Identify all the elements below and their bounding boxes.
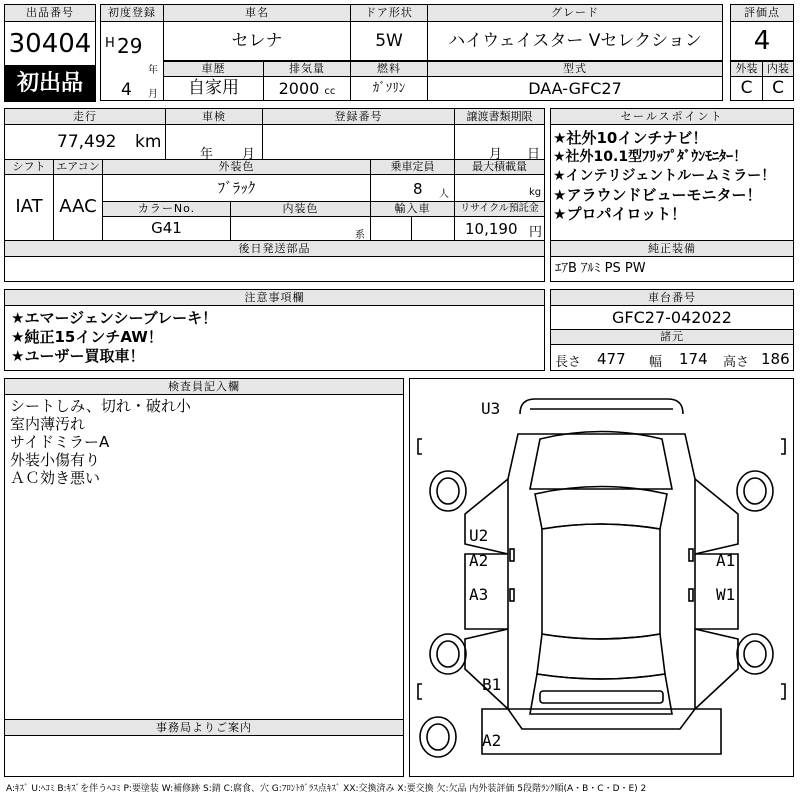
wheel-front-right xyxy=(737,471,773,511)
ac: AAC xyxy=(59,196,97,217)
inspector-line-2: 室内薄汚れ xyxy=(10,415,86,433)
later-parts-box xyxy=(4,256,545,282)
ac-box xyxy=(53,174,103,241)
mileage-unit: km xyxy=(135,132,162,152)
caution-1: ★エマージェンシーブレーキ！ xyxy=(11,309,218,327)
car-name: セレナ xyxy=(163,21,351,61)
mileage-box xyxy=(4,124,166,160)
displacement-label: 排気量 xyxy=(263,61,351,77)
exterior-grade: C xyxy=(730,76,763,101)
trunk xyxy=(530,674,672,714)
damage-mark-a2-left: A2 xyxy=(469,551,489,570)
equipment: ｴｱB ｱﾙﾐ PS PW xyxy=(555,261,646,276)
import-divider xyxy=(411,217,412,241)
color-box xyxy=(102,174,371,202)
reg-year: 29 xyxy=(117,34,143,58)
spare-wheel xyxy=(420,717,456,757)
first-listing-text: 初出品 xyxy=(16,71,83,96)
color-no: G41 xyxy=(151,219,182,237)
displacement-box xyxy=(263,76,351,101)
office-label: 事務局よりご案内 xyxy=(4,719,404,736)
import-box xyxy=(370,216,455,241)
model: DAA-GFC27 xyxy=(427,76,723,101)
specs-box xyxy=(550,344,794,371)
displacement-unit: cc xyxy=(324,86,336,97)
fuel-label: 燃料 xyxy=(350,61,428,77)
transfer-box xyxy=(454,124,545,160)
year-unit: 年 xyxy=(148,65,158,76)
displacement: 2000 xyxy=(278,79,320,98)
specs-label: 諸元 xyxy=(550,329,794,345)
wheel-rear-left xyxy=(430,634,466,674)
transfer-month-unit: 月 xyxy=(489,147,503,160)
mileage: 77,492 xyxy=(57,132,117,152)
caution-3: ★ユーザー買取車！ xyxy=(11,347,145,365)
inspector-box xyxy=(4,394,404,720)
score-box xyxy=(730,21,794,61)
inspector-line-1: シートしみ、切れ・破れ小 xyxy=(10,397,191,415)
capacity: 8 xyxy=(413,180,423,198)
caution-2: ★純正15インチAW！ xyxy=(11,328,163,346)
damage-mark-w1: W1 xyxy=(716,585,736,604)
left-side-rear xyxy=(465,629,508,709)
capacity-label: 乗車定員 xyxy=(370,159,455,175)
door-label: ドア形状 xyxy=(350,4,428,22)
interior-color-box xyxy=(230,216,371,241)
ac-label: エアコン xyxy=(53,159,103,175)
wheel-front-left xyxy=(430,471,466,511)
damage-mark-u3: U3 xyxy=(481,399,501,418)
damage-mark-a2-bottom: A2 xyxy=(482,731,502,750)
windshield xyxy=(535,487,667,530)
sales-point-1: ★社外10インチナビ！ xyxy=(553,129,708,147)
first-reg-label: 初度登録 xyxy=(100,4,164,22)
shift-box xyxy=(4,174,54,241)
equipment-label: 純正装備 xyxy=(550,240,794,257)
transfer-day-unit: 日 xyxy=(527,147,541,160)
exterior-label: 外装 xyxy=(730,61,763,77)
cautions-label: 注意事項欄 xyxy=(4,289,545,306)
reg-month: 4 xyxy=(121,80,132,100)
score-label: 評価点 xyxy=(730,4,794,22)
grade-label: グレード xyxy=(427,4,723,22)
right-side-rear xyxy=(695,629,738,709)
first-listing-badge xyxy=(4,66,96,102)
sales-point-3: ★インテリジェントルームミラー！ xyxy=(553,168,776,184)
car-diagram-box xyxy=(409,378,794,777)
front-bumper xyxy=(520,399,683,414)
inspection-box xyxy=(165,124,263,160)
shift: IAT xyxy=(15,196,43,217)
later-parts-label: 後日発送部品 xyxy=(4,240,545,257)
inspector-label: 検査員記入欄 xyxy=(4,378,404,395)
max-load-unit: kg xyxy=(529,187,542,198)
rear-lower xyxy=(482,709,721,754)
office-box xyxy=(4,735,404,777)
month-unit: 月 xyxy=(148,89,158,100)
inspection-year-unit: 年 xyxy=(200,147,214,160)
rear-bumper xyxy=(540,691,663,703)
inspector-line-3: サイドミラーA xyxy=(10,433,110,451)
equipment-box xyxy=(550,256,794,282)
length: 477 xyxy=(597,350,626,368)
lot-number: 30404 xyxy=(8,29,92,59)
recycle-unit: 円 xyxy=(529,225,543,240)
max-load-label: 最大積載量 xyxy=(454,159,545,175)
door-type: 5W xyxy=(350,21,428,61)
chassis-number: GFC27-042022 xyxy=(612,308,732,327)
reg-no-label: 登録番号 xyxy=(262,108,455,125)
interior-grade: C xyxy=(762,76,794,101)
right-side-front xyxy=(695,479,738,554)
damage-mark-u2: U2 xyxy=(469,526,489,545)
recycle-label: リサイクル預託金 xyxy=(454,201,545,217)
interior-label: 内装 xyxy=(762,61,794,77)
import-label: 輸入車 xyxy=(370,201,455,217)
inspector-line-5: ＡＣ効き悪い xyxy=(10,469,101,487)
width-label: 幅 xyxy=(649,355,663,370)
damage-mark-a3: A3 xyxy=(469,585,489,604)
sales-point-2: ★社外10.1型ﾌﾘｯﾌﾟﾀﾞｳﾝﾓﾆﾀｰ！ xyxy=(553,149,748,165)
lot-number-label: 出品番号 xyxy=(4,4,96,22)
model-label: 型式 xyxy=(427,61,723,77)
recycle: 10,190 xyxy=(465,220,518,238)
height-label: 高さ xyxy=(723,355,750,370)
length-label: 長さ xyxy=(555,355,582,370)
history: 自家用 xyxy=(163,76,264,101)
reg-no-box xyxy=(262,124,455,160)
lot-number-box xyxy=(4,21,96,66)
first-reg-box xyxy=(100,21,164,101)
fuel: ｶﾞｿﾘﾝ xyxy=(350,76,428,101)
inspection-month-unit: 月 xyxy=(242,147,256,160)
damage-legend: A:ｷｽﾞ U:ﾍｺﾐ B:ｷｽﾞを伴うﾍｺﾐ P:要塗装 W:補修跡 S:錆 C:腐食、穴 G:ﾌﾛﾝﾄｶﾞﾗｽ点ｷｽﾞ XX:交換済み X:要交換 欠:欠品 内外装評価 5段階ﾗﾝｸ順(A・B・C・D・E) 2 xyxy=(6,784,647,794)
color-no-box xyxy=(102,216,231,241)
wheel-rear-right xyxy=(737,634,773,674)
recycle-box xyxy=(454,216,545,241)
inspection-label: 車検 xyxy=(165,108,263,125)
rear-window xyxy=(537,634,665,679)
sales-points-label: セールスポイント xyxy=(550,108,794,125)
transfer-label: 譲渡書類期限 xyxy=(454,108,545,125)
hood xyxy=(530,432,672,490)
cautions-box xyxy=(4,305,545,371)
capacity-box xyxy=(370,174,455,202)
chassis-label: 車台番号 xyxy=(550,289,794,306)
era: H xyxy=(105,36,115,51)
score: 4 xyxy=(753,26,771,56)
shift-label: シフト xyxy=(4,159,54,175)
color: ﾌﾞﾗｯｸ xyxy=(217,179,256,197)
interior-color-label: 内装色 xyxy=(230,201,371,217)
history-label: 車歴 xyxy=(163,61,264,77)
chassis-box xyxy=(550,305,794,330)
height: 186 xyxy=(761,350,790,368)
grade: ハイウェイスター Vセレクション xyxy=(427,21,723,61)
mileage-label: 走行 xyxy=(4,108,166,125)
sales-point-5: ★プロパイロット！ xyxy=(553,205,687,223)
max-load-box xyxy=(454,174,545,202)
car-name-label: 車名 xyxy=(163,4,351,22)
roof xyxy=(542,524,660,639)
color-no-label: カラーNo. xyxy=(102,201,231,217)
damage-mark-a1: A1 xyxy=(716,551,736,570)
color-label: 外装色 xyxy=(102,159,371,175)
damage-mark-b1: B1 xyxy=(482,675,502,694)
inspector-line-4: 外装小傷有り xyxy=(10,451,101,469)
sales-points-box xyxy=(550,124,794,241)
car-diagram xyxy=(410,379,793,776)
width: 174 xyxy=(679,350,708,368)
capacity-unit: 人 xyxy=(439,189,449,200)
sales-point-4: ★アラウンドビューモニター！ xyxy=(553,186,762,204)
interior-color-unit: 系 xyxy=(355,230,365,241)
